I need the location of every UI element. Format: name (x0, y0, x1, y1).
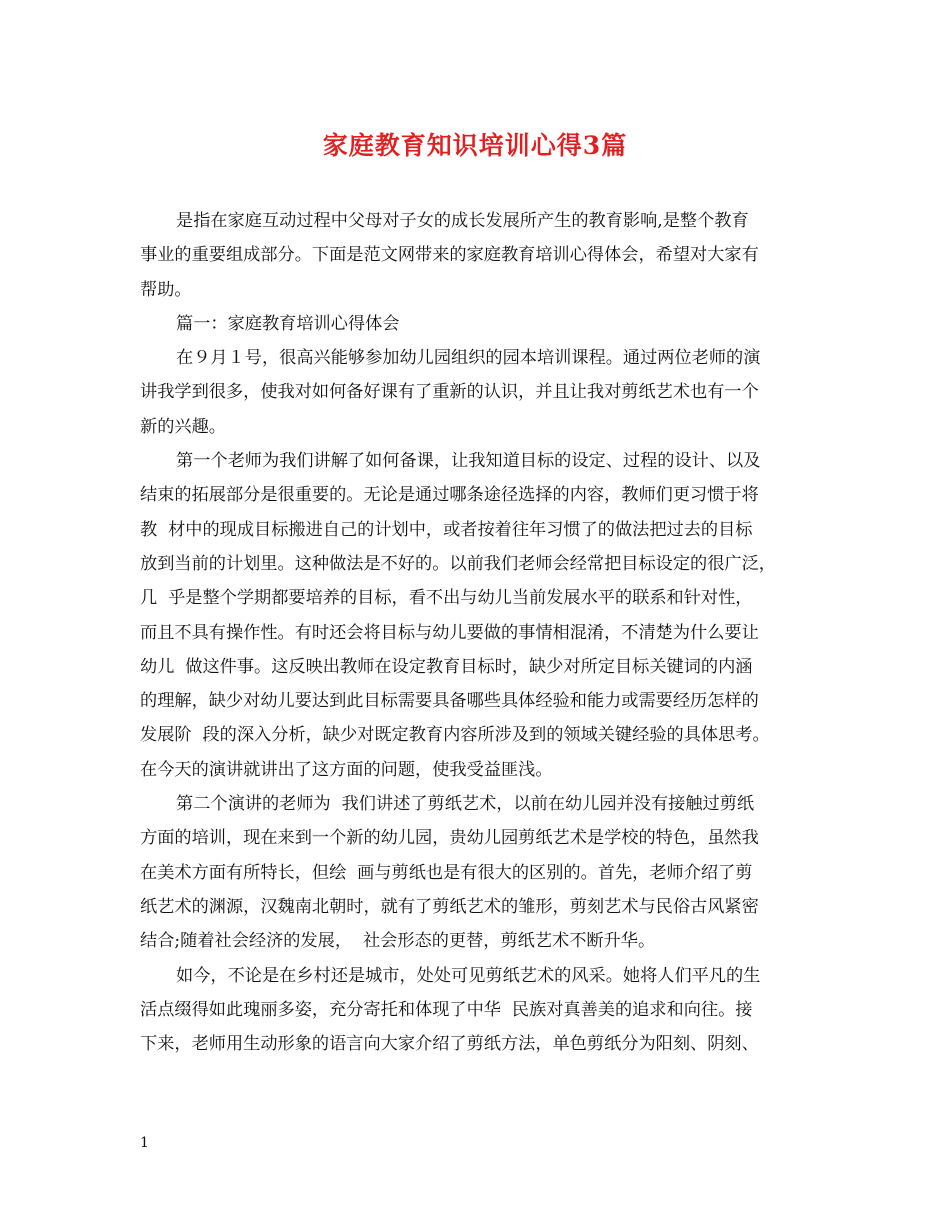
text-line: 讲我学到很多，使我对如何备好课有了重新的认识，并且让我对剪纸艺术也有一个 (140, 382, 759, 403)
text-line: 幼儿 做这件事。这反映出教师在设定教育目标时，缺少对所定目标关键词的内涵 (140, 656, 753, 677)
text-line: 如今，不论是在乡村还是城市，处处可见剪纸艺术的风采。她将人们平凡的生 (176, 965, 761, 986)
text-line: 放到当前的计划里。这种做法是不好的。以前我们老师会经常把目标设定的很广泛， (140, 553, 776, 574)
text-line: 第二个演讲的老师为 我们讲述了剪纸艺术，以前在幼儿园并没有接触过剪纸 (176, 794, 755, 815)
text-line: 结束的拓展部分是很重要的。无论是通过哪条途径选择的内容，教师们更习惯于将 (140, 485, 759, 506)
document-title: 家庭教育知识培训心得3篇 (322, 131, 628, 160)
text-line: 而且不具有操作性。有时还会将目标与幼儿要做的事情相混淆，不清楚为什么要让 (140, 622, 759, 643)
page-number: 1 (140, 1135, 149, 1151)
text-line: 第一个老师为我们讲解了如何备课，让我知道目标的设定、过程的设计、以及 (176, 451, 761, 472)
text-line: 在９月１号，很高兴能够参加幼儿园组织的园本培训课程。通过两位老师的演 (176, 348, 761, 369)
text-line: 纸艺术的渊源，汉魏南北朝时，就有了剪纸艺术的雏形，剪刻艺术与民俗古风紧密 (140, 896, 759, 917)
text-line: 几 乎是整个学期都要培养的目标，看不出与幼儿当前发展水平的联系和针对性， (140, 588, 753, 609)
text-line: 在今天的演讲就讲出了这方面的问题，使我受益匪浅。 (140, 759, 553, 780)
text-line: 新的兴趣。 (140, 416, 226, 437)
text-line: 发展阶 段的深入分析，缺少对既定教育内容所涉及到的领域关键经验的具体思考。 (140, 725, 770, 746)
text-line: 帮助。 (140, 279, 192, 300)
text-line: 方面的培训，现在来到一个新的幼儿园，贵幼儿园剪纸艺术是学校的特色，虽然我 (140, 828, 759, 849)
text-line: 教 材中的现成目标搬进自己的计划中，或者按着往年习惯了的做法把过去的目标 (140, 519, 753, 540)
text-line: 是指在家庭互动过程中父母对子女的成长发展所产生的教育影响,是整个教育 (176, 211, 749, 231)
text-line: 事业的重要组成部分。下面是范文网带来的家庭教育培训心得体会，希望对大家有 (140, 245, 759, 266)
text-line: 在美术方面有所特长，但绘 画与剪纸也是有很大的区别的。首先，老师介绍了剪 (140, 862, 753, 883)
document-body (140, 204, 812, 1061)
text-line: 的理解，缺少对幼儿要达到此目标需要具备哪些具体经验和能力或需要经历怎样的 (140, 691, 759, 712)
text-line: 活点缀得如此瑰丽多姿，充分寄托和体现了中华 民族对真善美的追求和向往。接 (140, 999, 753, 1020)
text-line: 结合;随着社会经济的发展， 社会形态的更替，剪纸艺术不断升华。 (140, 931, 656, 952)
text-line: 篇一：家庭教育培训心得体会 (176, 313, 400, 334)
text-line: 下来，老师用生动形象的语言向大家介绍了剪纸方法，单色剪纸分为阳刻、阴刻、 (140, 1034, 759, 1055)
